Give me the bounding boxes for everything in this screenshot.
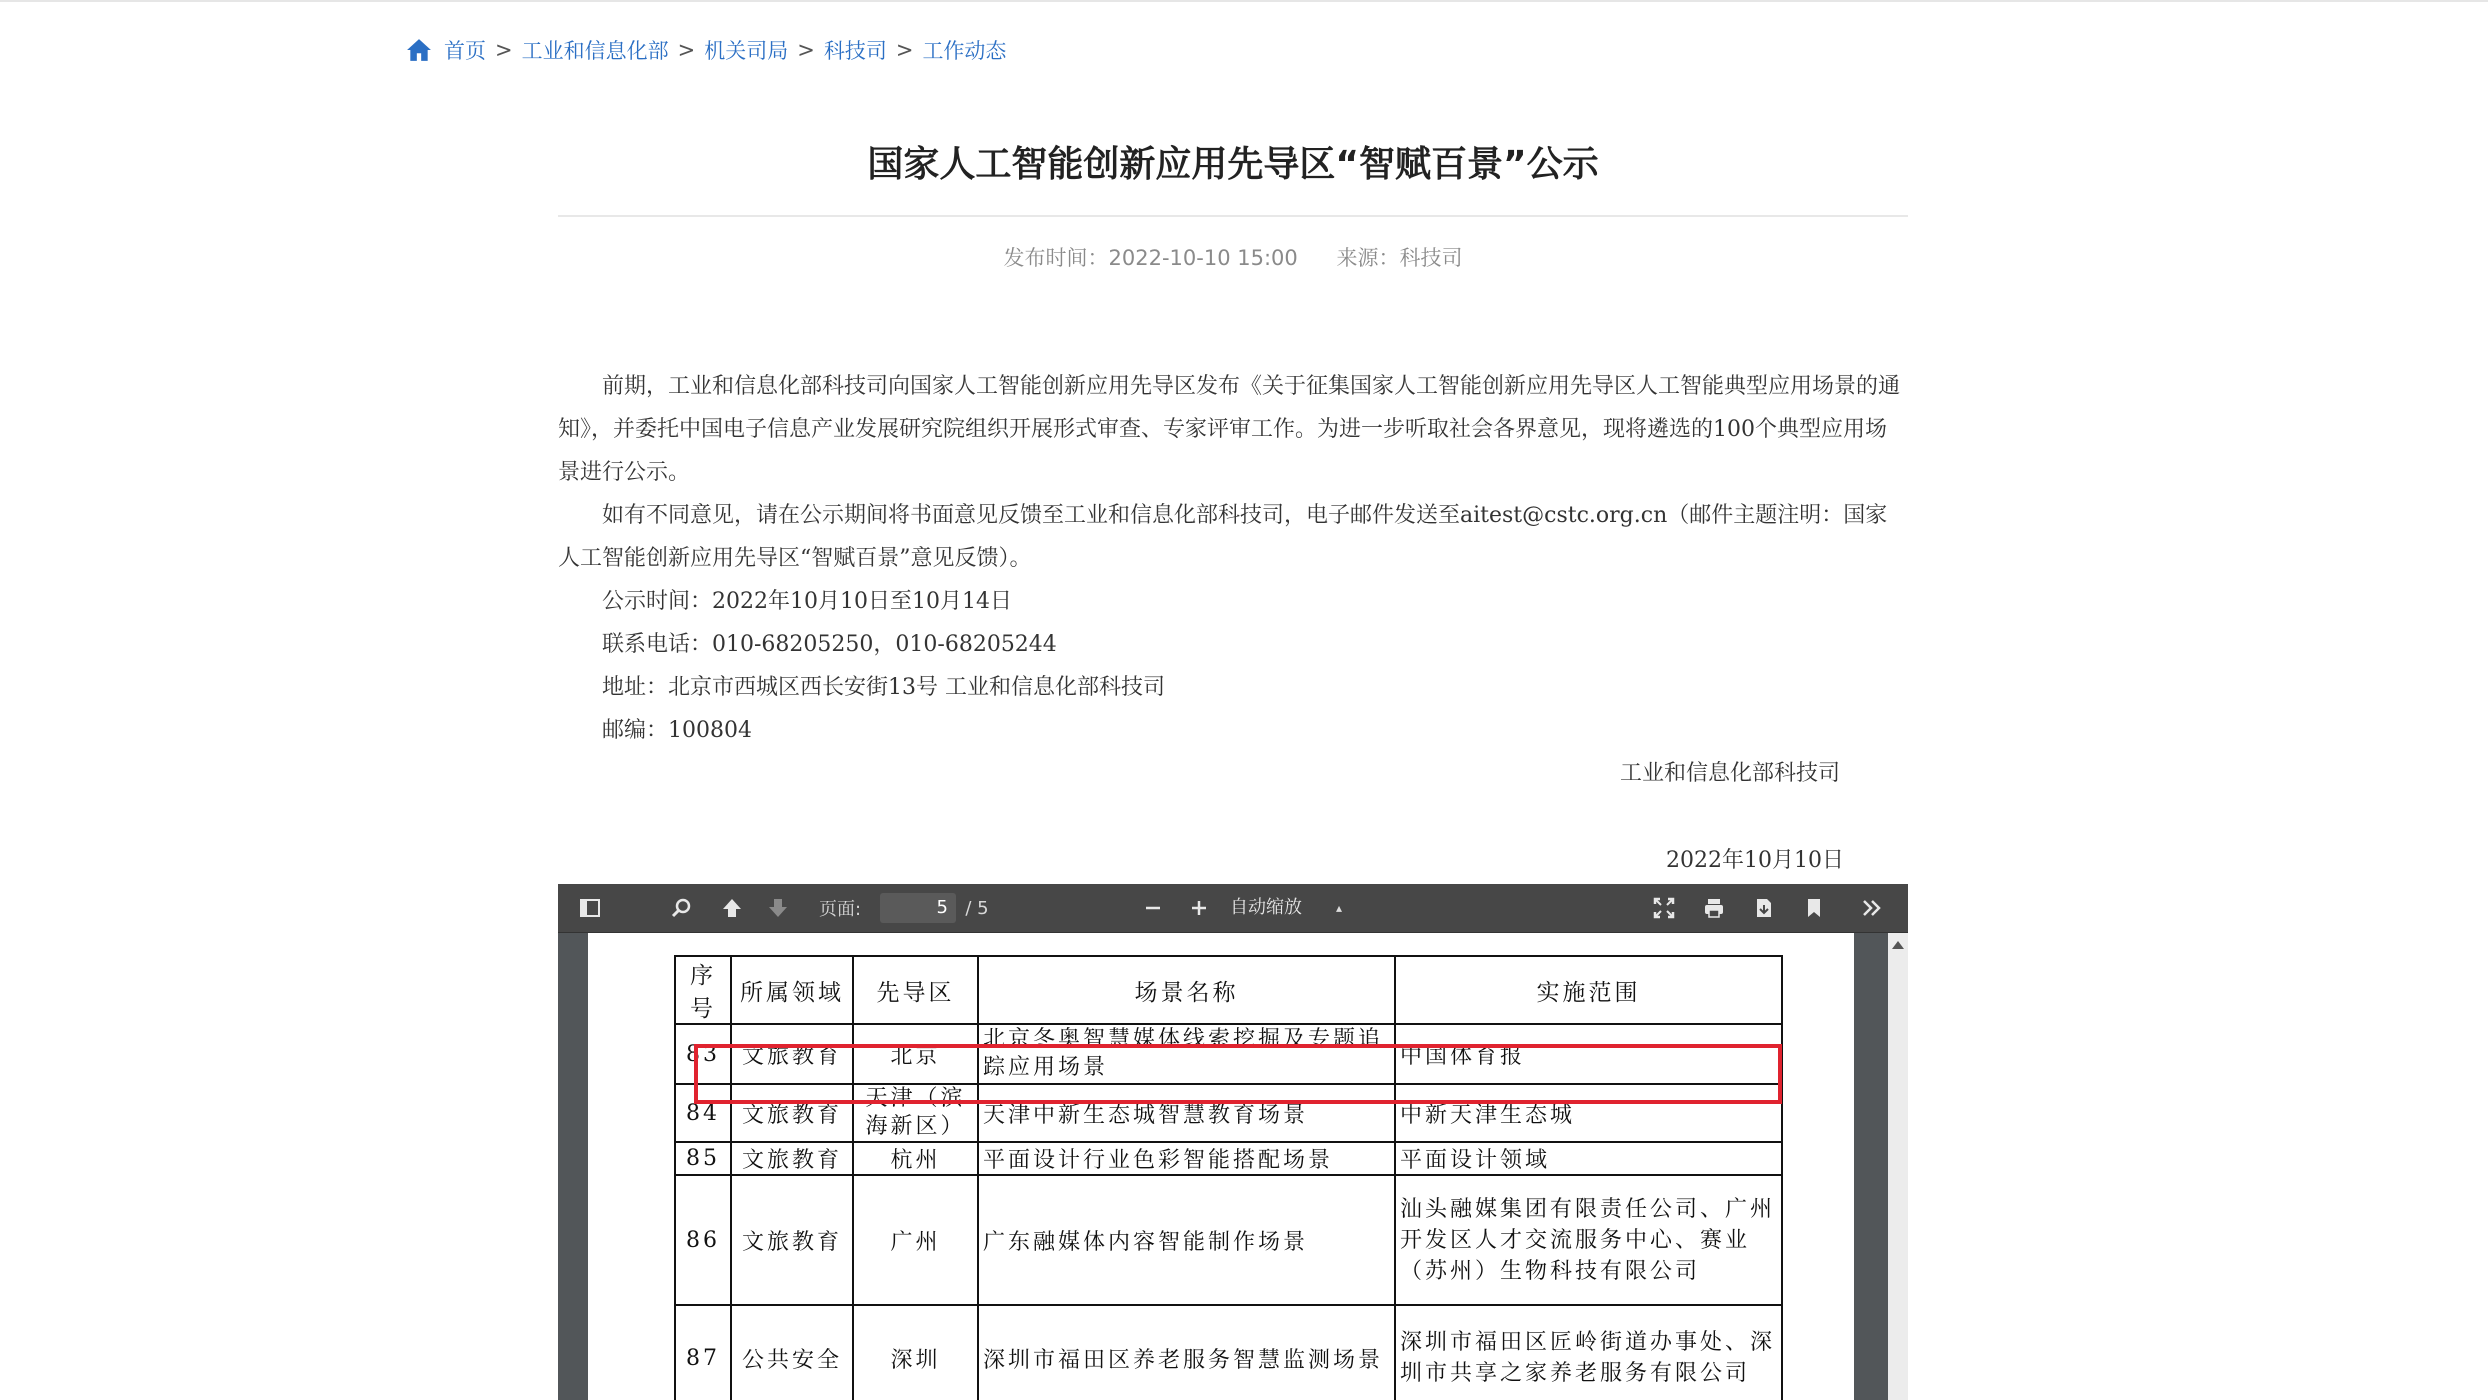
- page-label: 页面:: [818, 899, 862, 920]
- zoom-select[interactable]: [1222, 893, 1348, 923]
- pdf-page: [588, 933, 1854, 1400]
- scenario-table: [674, 955, 1783, 1400]
- article-paragraph: 地址：北京市西城区西长安街13号 工业和信息化部科技司: [602, 675, 1165, 700]
- zoom-out-icon[interactable]: [1136, 884, 1170, 932]
- breadcrumb-separator: >: [677, 38, 696, 62]
- search-icon[interactable]: [664, 884, 700, 932]
- pdf-toolbar: [558, 884, 1908, 933]
- pdf-document-area[interactable]: [558, 933, 1908, 1400]
- table-cell: 86: [675, 1175, 731, 1305]
- scroll-up-icon[interactable]: [1892, 941, 1904, 949]
- zoom-value: 自动缩放: [1230, 897, 1302, 918]
- zoom-in-icon[interactable]: [1182, 884, 1216, 932]
- breadcrumb-separator: >: [797, 38, 815, 62]
- table-cell: 杭州: [853, 1142, 978, 1175]
- column-header: 序号: [675, 956, 731, 1024]
- table-row: [675, 1084, 1782, 1142]
- article-meta: [558, 242, 1908, 272]
- article-date: 2022年10月10日: [1666, 848, 1844, 873]
- table-cell: 文旅教育: [731, 1084, 853, 1142]
- table-cell: 汕头融媒集团有限责任公司、广州开发区人才交流服务中心、赛业（苏州）生物科技有限公司: [1395, 1175, 1782, 1305]
- breadcrumb-departments[interactable]: 机关司局: [704, 39, 789, 63]
- table-cell: 深圳: [853, 1305, 978, 1400]
- table-cell: 文旅教育: [731, 1142, 853, 1175]
- table-row: [675, 1175, 1782, 1305]
- breadcrumb-home[interactable]: 首页: [444, 39, 486, 63]
- next-page-icon[interactable]: [760, 884, 796, 932]
- table-row: [675, 1142, 1782, 1175]
- top-border: [0, 0, 2488, 2]
- table-cell: 天津（滨海新区）: [853, 1084, 978, 1142]
- table-cell: 平面设计行业色彩智能搭配场景: [978, 1142, 1395, 1175]
- page-title: 国家人工智能创新应用先导区“智赋百景”公示: [867, 144, 1599, 185]
- article-paragraph: 公示时间：2022年10月10日至10月14日: [602, 589, 1012, 614]
- breadcrumb-separator: >: [895, 38, 914, 62]
- title-divider: [558, 215, 1908, 217]
- breadcrumb-miit[interactable]: 工业和信息化部: [521, 39, 669, 63]
- article-paragraph: 前期，工业和信息化部科技司向国家人工智能创新应用先导区发布《关于征集国家人工智能创新应用先导区人工智能典型应用场景的通知》，并委托中国电子信息产业发展研究院组织开展形式审查、专家评审工作。为进一步听取社会各界意见，现将遴选的100个典型应用场景进行公示。: [558, 374, 1901, 485]
- table-cell: 文旅教育: [731, 1024, 853, 1084]
- table-cell: 公共安全: [731, 1305, 853, 1400]
- previous-page-icon[interactable]: [714, 884, 750, 932]
- table-row: [675, 1305, 1782, 1400]
- table-cell: 84: [675, 1084, 731, 1142]
- presentation-mode-icon[interactable]: [1646, 884, 1682, 932]
- column-header: 先导区: [853, 956, 978, 1024]
- article-paragraph: 联系电话：010-68205250，010-68205244: [602, 632, 1057, 657]
- pdf-viewer: [558, 884, 1908, 1400]
- table-cell: 广东融媒体内容智能制作场景: [978, 1175, 1395, 1305]
- print-icon[interactable]: [1696, 884, 1732, 932]
- table-cell: 87: [675, 1305, 731, 1400]
- article-paragraph: 如有不同意见，请在公示期间将书面意见反馈至工业和信息化部科技司，电子邮件发送至aitest@cstc.org.cn（邮件主题注明：国家人工智能创新应用先导区“智赋百景”意见反馈）。: [558, 503, 1888, 571]
- table-cell: 北京: [853, 1024, 978, 1084]
- table-cell: 文旅教育: [731, 1175, 853, 1305]
- article-signature: 工业和信息化部科技司: [1620, 761, 1841, 786]
- table-cell: 中国体育报: [1395, 1024, 1782, 1084]
- breadcrumb-keji[interactable]: 科技司: [823, 39, 887, 63]
- article-paragraph: 邮编：100804: [602, 718, 752, 743]
- select-arrows-icon: ▴: [1335, 901, 1342, 915]
- table-row: [675, 1024, 1782, 1084]
- tools-menu-icon[interactable]: [1854, 884, 1890, 932]
- breadcrumb-work-news[interactable]: 工作动态: [922, 39, 1007, 63]
- table-header-row: [675, 956, 1782, 1024]
- table-cell: 83: [675, 1024, 731, 1084]
- column-header: 实施范围: [1395, 956, 1782, 1024]
- table-cell: 广州: [853, 1175, 978, 1305]
- table-cell: 85: [675, 1142, 731, 1175]
- breadcrumb-separator: >: [495, 38, 513, 62]
- table-cell: 深圳市福田区匠岭街道办事处、深圳市共享之家养老服务有限公司: [1395, 1305, 1782, 1400]
- page-number-input[interactable]: 5: [880, 893, 956, 923]
- column-header: 场景名称: [978, 956, 1395, 1024]
- pdf-scrollbar[interactable]: [1888, 933, 1908, 1400]
- total-pages: / 5: [965, 897, 989, 919]
- table-cell: 天津中新生态城智慧教育场景: [978, 1084, 1395, 1142]
- table-cell: 北京冬奥智慧媒体线索挖掘及专题追踪应用场景: [978, 1024, 1395, 1084]
- publish-time: 发布时间：2022-10-10 15:00: [1003, 246, 1298, 270]
- sidebar-toggle-icon[interactable]: [572, 884, 608, 932]
- article-body: [558, 365, 1908, 752]
- bookmark-icon[interactable]: [1796, 884, 1832, 932]
- article-source: 来源：科技司: [1336, 246, 1463, 270]
- breadcrumb: [406, 32, 1006, 68]
- column-header: 所属领域: [731, 956, 853, 1024]
- download-icon[interactable]: [1746, 884, 1782, 932]
- table-cell: 深圳市福田区养老服务智慧监测场景: [978, 1305, 1395, 1400]
- table-cell: 平面设计领域: [1395, 1142, 1782, 1175]
- table-cell: 中新天津生态城: [1395, 1084, 1782, 1142]
- home-icon[interactable]: [406, 38, 432, 62]
